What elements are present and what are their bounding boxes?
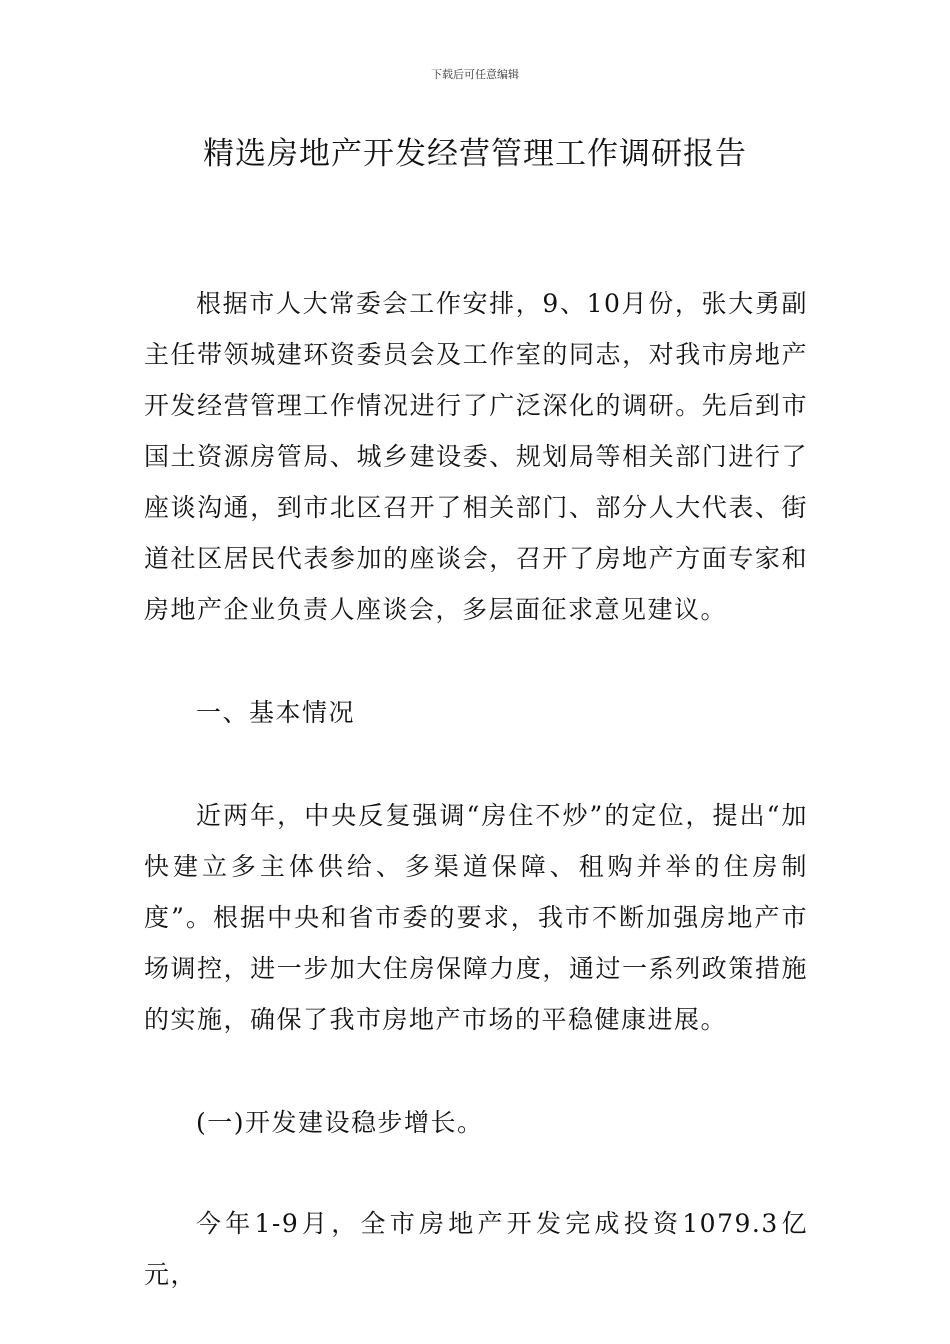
document-title: 精选房地产开发经营管理工作调研报告: [203, 136, 747, 172]
header-note: 下载后可任意编辑: [431, 68, 519, 81]
spacer: [144, 1148, 808, 1198]
subsection-paragraph: 今年1-9月，全市房地产开发完成投资1079.3亿元，: [144, 1209, 808, 1289]
section-paragraph: 近两年，中央反复强调“房住不炒”的定位，提出“加快建立多主体供给、多渠道保障、租购并举的住房制度”。根据中央和省市委的要求，我市不断加强房地产市场调控，进一步加大住房保障力度，通过一系列政策措施的实施，确保了我市房地产市场的平稳健康进展。: [144, 801, 808, 1034]
spacer: [144, 635, 808, 687]
section-heading: 一、基本情况: [196, 698, 356, 727]
intro-paragraph: 根据市人大常委会工作安排，9、10月份，张大勇副主任带领城建环资委员会及工作室的同志，对我市房地产开发经营管理工作情况进行了广泛深化的调研。先后到市国土资源房管局、城乡建设委、规划局等相关部门进行了座谈沟通，到市北区召开了相关部门、部分人大代表、街道社区居民代表参加的座谈会，召开了房地产方面专家和房地产企业负责人座谈会，多层面征求意见建议。: [144, 289, 808, 624]
spacer: [144, 738, 808, 790]
subsection-heading: (一)开发建设稳步增长。: [196, 1108, 484, 1137]
spacer: [144, 1045, 808, 1097]
document-body: [144, 278, 808, 1300]
